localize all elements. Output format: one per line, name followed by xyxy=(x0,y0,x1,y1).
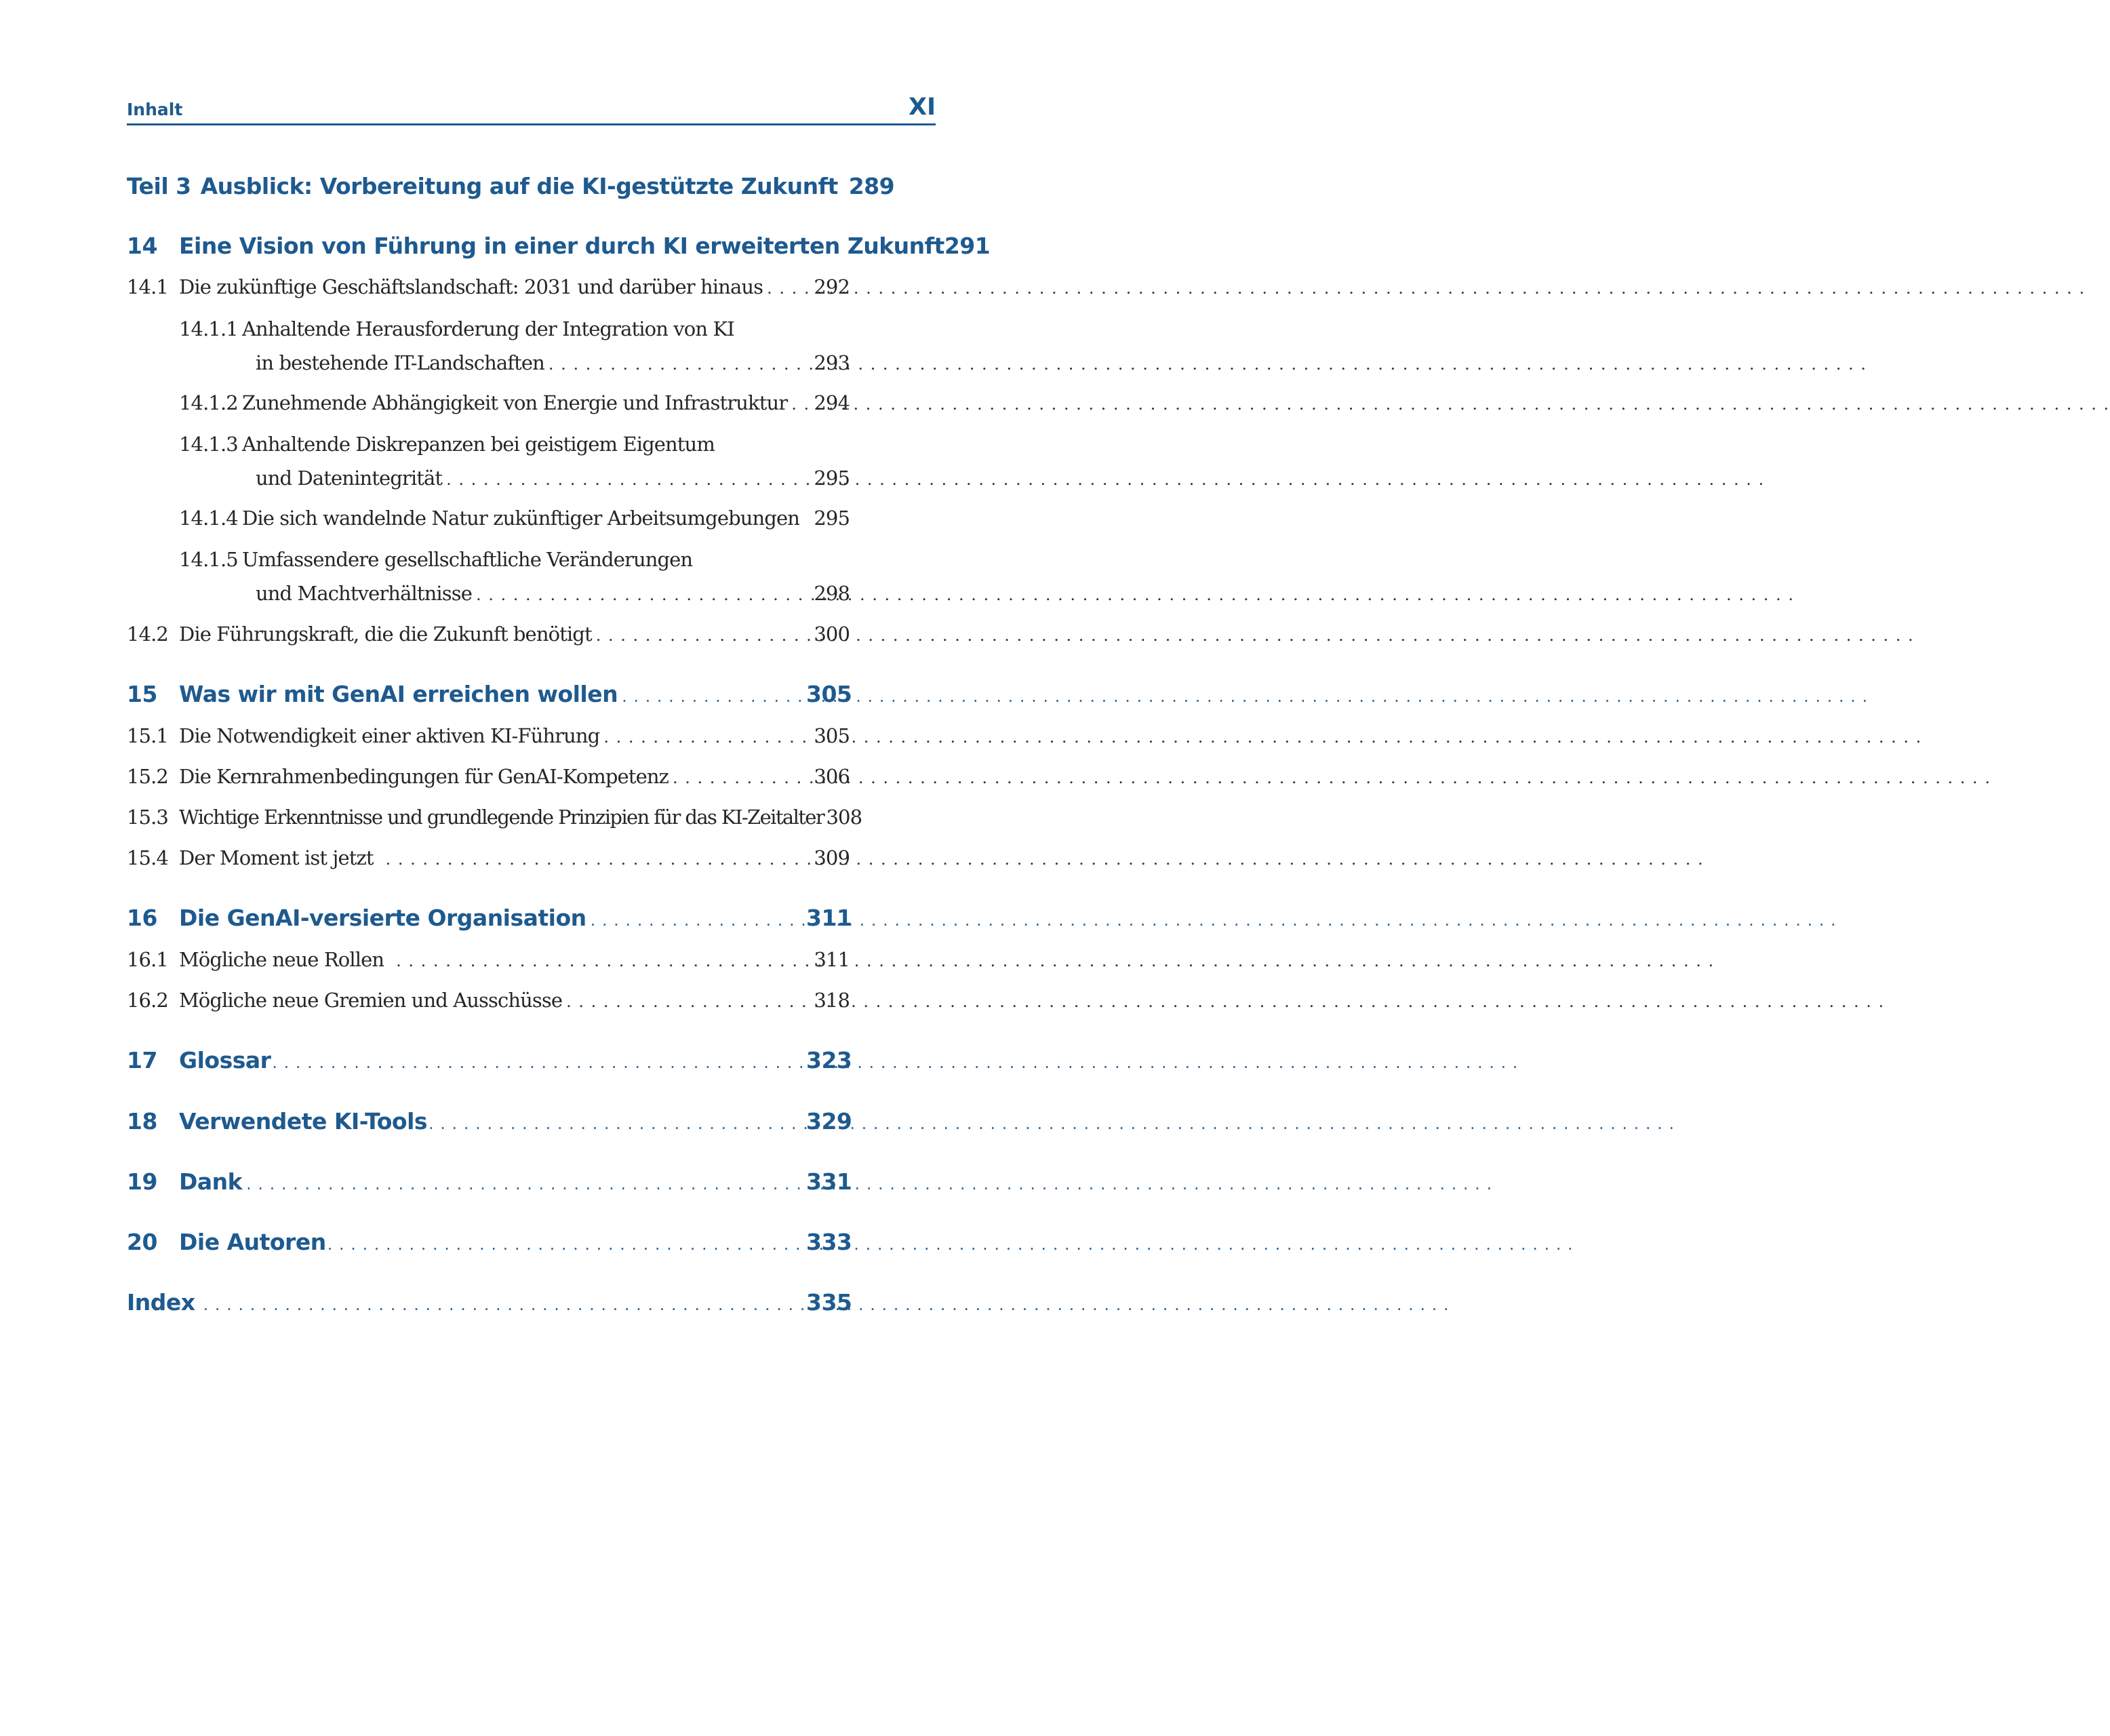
toc-index-title: Index xyxy=(127,1289,195,1316)
toc-page-number: 309 xyxy=(814,846,850,869)
toc-chapter-number: 20 xyxy=(127,1229,157,1255)
toc-page-number: 333 xyxy=(806,1229,852,1255)
toc-subsection-14-1-3[interactable] xyxy=(127,424,850,498)
dot-leader xyxy=(591,900,799,941)
toc-page-number: 292 xyxy=(814,275,850,298)
toc-page-number: 298 xyxy=(814,582,850,605)
toc-entry-line xyxy=(179,1101,850,1144)
toc-entry-line xyxy=(243,458,850,500)
toc-section-title: Die Notwendigkeit einer aktiven KI-Führung xyxy=(179,724,600,747)
dot-leader xyxy=(673,757,805,798)
toc-page-number: 305 xyxy=(806,681,852,707)
toc-subsection-title-line1: Anhaltende Diskrepanzen bei geistigem Eigentum xyxy=(242,433,715,456)
toc-section-number: 15.3 xyxy=(127,806,168,829)
toc-section-14-1[interactable] xyxy=(127,267,850,307)
dot-leader xyxy=(429,1103,799,1144)
toc-chapter-number: 19 xyxy=(127,1168,157,1195)
toc-subsection-14-1-2[interactable] xyxy=(127,382,850,423)
dot-leader xyxy=(327,1224,799,1265)
toc-part-title: Ausblick: Vorbereitung auf die KI-gestützte Zukunft xyxy=(200,173,838,199)
toc-entry-line xyxy=(179,756,850,798)
toc-chapter-18[interactable] xyxy=(127,1101,850,1142)
toc-entry-line xyxy=(179,837,850,880)
toc-chapter-title: Was wir mit GenAI erreichen wollen xyxy=(179,681,618,707)
toc-chapter-title: Die Autoren xyxy=(179,1229,326,1255)
toc-section-number: 15.1 xyxy=(127,724,168,747)
toc-entry-line xyxy=(179,674,850,717)
toc-chapter-number: 18 xyxy=(127,1108,157,1135)
toc-entry-line xyxy=(242,382,850,425)
toc-entry-line xyxy=(243,342,850,384)
toc-section-15-1[interactable] xyxy=(127,715,850,756)
toc-page-number: 295 xyxy=(814,507,850,530)
toc-section-15-3[interactable] xyxy=(127,797,862,837)
dot-leader xyxy=(603,717,805,757)
toc-chapter-title: Die GenAI-versierte Organisation xyxy=(179,905,586,931)
toc-section-title: Die zukünftige Geschäftslandschaft: 2031 und darüber hinaus xyxy=(179,275,763,298)
toc-section-number: 15.2 xyxy=(127,765,168,788)
dot-leader xyxy=(476,574,805,615)
toc-chapter-19[interactable] xyxy=(127,1162,850,1202)
toc-page-number: 291 xyxy=(944,233,991,259)
toc-page-number: 306 xyxy=(814,765,850,788)
dot-leader xyxy=(566,981,805,1022)
toc-entry-line xyxy=(179,898,850,941)
toc-page-number: 311 xyxy=(806,905,852,931)
toc-chapter-number: 14 xyxy=(127,233,157,259)
toc-subsection-14-1-4[interactable] xyxy=(127,498,850,538)
dot-leader xyxy=(622,676,799,717)
toc-chapter-number: 16 xyxy=(127,905,157,931)
toc-section-14-2[interactable] xyxy=(127,614,850,654)
toc-page-number: 323 xyxy=(806,1047,852,1073)
running-header-title: Inhalt xyxy=(127,100,183,119)
toc-page-number: 311 xyxy=(814,948,850,971)
toc-section-number: 16.1 xyxy=(127,948,168,971)
toc-chapter-16[interactable] xyxy=(127,898,850,939)
toc-entry-line xyxy=(179,1162,850,1204)
toc-entry-line xyxy=(179,1040,850,1083)
toc-entry-line xyxy=(179,226,991,267)
toc-entry-line xyxy=(242,498,850,540)
toc-section-number: 14.2 xyxy=(127,623,168,646)
toc-section-title: Die Führungskraft, die die Zukunft benötigt xyxy=(179,623,592,646)
toc-part-3[interactable] xyxy=(127,166,895,207)
toc-section-title: Mögliche neue Gremien und Ausschüsse xyxy=(179,989,563,1012)
toc-subsection-number: 14.1.4 xyxy=(179,507,238,530)
toc-section-16-1[interactable] xyxy=(127,939,850,980)
toc-subsection-title-line2: und Machtverhältnisse xyxy=(256,582,472,605)
toc-part-label: Teil 3 xyxy=(127,173,191,199)
toc-page-number: 335 xyxy=(806,1289,852,1316)
toc-entry-line xyxy=(179,267,850,309)
toc-index[interactable] xyxy=(127,1282,850,1323)
dot-leader xyxy=(446,459,805,500)
toc-entry-line xyxy=(179,1222,850,1265)
toc-subsection-number: 14.1.3 xyxy=(179,433,238,456)
toc-subsection-14-1-1[interactable] xyxy=(127,309,850,383)
toc-page-number: 318 xyxy=(814,989,850,1012)
toc-page-number: 294 xyxy=(814,391,850,414)
toc-page-number: 331 xyxy=(806,1168,852,1195)
toc-subsection-14-1-5[interactable] xyxy=(127,539,850,614)
toc-entry-line xyxy=(127,166,895,209)
toc-chapter-title: Glossar xyxy=(179,1047,271,1073)
toc-entry-line xyxy=(179,980,850,1022)
toc-subsection-number: 14.1.2 xyxy=(179,391,238,414)
toc-chapter-14[interactable] xyxy=(127,226,991,267)
dot-leader xyxy=(791,384,805,425)
toc-entry-line xyxy=(179,614,850,656)
toc-chapter-number: 17 xyxy=(127,1047,157,1073)
toc-page-number: 289 xyxy=(848,173,895,199)
dot-leader xyxy=(803,499,805,540)
toc-page-number: 308 xyxy=(826,806,862,829)
toc-subsection-title: Zunehmende Abhängigkeit von Energie und Infrastruktur xyxy=(242,391,788,414)
toc-section-number: 15.4 xyxy=(127,846,168,869)
toc-entry-line xyxy=(179,939,850,981)
toc-chapter-20[interactable] xyxy=(127,1222,850,1263)
dot-leader xyxy=(272,1042,799,1083)
dot-leader xyxy=(767,268,805,309)
toc-subsection-number: 14.1.5 xyxy=(179,548,238,571)
toc-section-number: 14.1 xyxy=(127,275,168,298)
toc-section-title: Der Moment ist jetzt xyxy=(179,846,374,869)
toc-section-title: Die Kernrahmenbedingungen für GenAI-Kompetenz xyxy=(179,765,669,788)
toc-entry-line xyxy=(179,715,850,757)
toc-chapter-15[interactable] xyxy=(127,674,850,715)
dot-leader xyxy=(246,1164,799,1204)
toc-section-title: Wichtige Erkenntnisse und grundlegende Prinzipien für das KI-Zeitalter xyxy=(179,806,824,829)
toc-subsection-title-line2: in bestehende IT-Landschaften xyxy=(256,351,544,374)
toc-section-title: Mögliche neue Rollen xyxy=(179,948,384,971)
toc-chapter-title: Eine Vision von Führung in einer durch KI erweiterten Zukunft xyxy=(179,233,944,259)
dot-leader xyxy=(549,344,805,384)
toc-section-15-2[interactable] xyxy=(127,756,850,797)
toc-subsection-title-line1: Umfassendere gesellschaftliche Veränderungen xyxy=(242,548,693,571)
dot-leader xyxy=(203,1284,799,1325)
toc-chapter-17[interactable] xyxy=(127,1040,850,1081)
dot-leader xyxy=(386,839,805,880)
toc-chapter-title: Verwendete KI-Tools xyxy=(179,1108,428,1135)
toc-entry-line xyxy=(179,797,862,837)
toc-entry-line xyxy=(127,1282,850,1325)
dot-leader xyxy=(396,941,805,981)
toc-page-number: 300 xyxy=(814,623,850,646)
toc-page-number: 293 xyxy=(814,351,850,374)
toc-subsection-title: Die sich wandelnde Natur zukünftiger Arbeitsumgebungen xyxy=(242,507,800,530)
dot-leader xyxy=(596,615,805,656)
toc-section-16-2[interactable] xyxy=(127,980,850,1021)
toc-section-15-4[interactable] xyxy=(127,837,850,878)
toc-page-number: 305 xyxy=(814,724,850,747)
toc-entry-line xyxy=(243,573,850,615)
toc-subsection-title-line1: Anhaltende Herausforderung der Integration von KI xyxy=(242,317,734,340)
toc-chapter-number: 15 xyxy=(127,681,157,707)
toc-section-number: 16.2 xyxy=(127,989,168,1012)
page-number: XI xyxy=(908,94,936,121)
toc-subsection-number: 14.1.1 xyxy=(179,317,238,340)
toc-page-number: 295 xyxy=(814,467,850,490)
toc-page-number: 329 xyxy=(806,1108,852,1135)
toc-page xyxy=(0,0,991,1736)
toc-subsection-title-line2: und Datenintegrität xyxy=(256,467,443,490)
toc-chapter-title: Dank xyxy=(179,1168,243,1195)
